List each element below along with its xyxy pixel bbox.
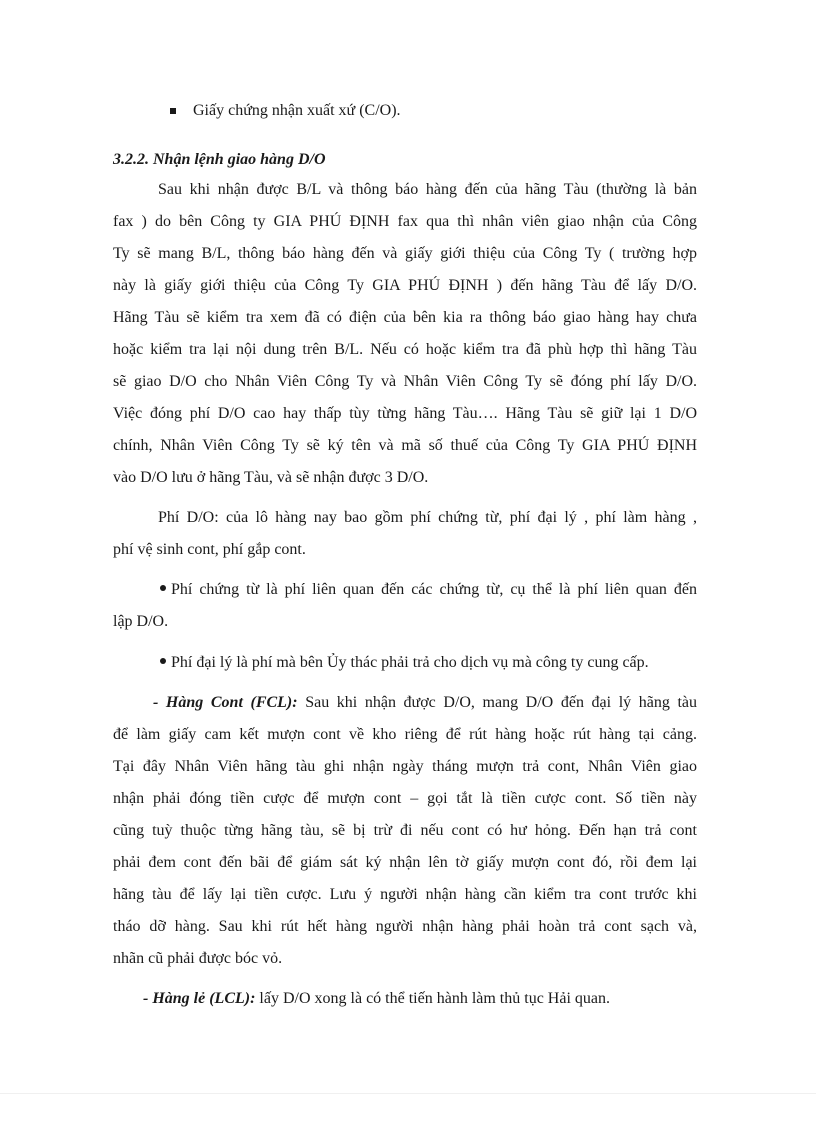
lcl-line: [143, 989, 727, 1009]
fcl-line: nhãn cũ phải được bóc vỏ.: [113, 950, 283, 967]
page-bottom-rule: [0, 1093, 816, 1094]
bullet-item: Giấy chứng nhận xuất xứ (C/O).: [193, 102, 401, 119]
fcl-first-line: [153, 693, 697, 713]
dot-bullet-item: [160, 653, 744, 673]
fcl-line: cũng tuỳ thuộc từng hãng tàu, sẽ bị trừ đi nếu cont có hư hỏng. Đến hạn trả cont: [113, 822, 697, 839]
para1-line: Ty sẽ mang B/L, thông báo hàng đến và giấy giới thiệu của Công Ty ( trường hợp: [113, 245, 697, 262]
fcl-line: để làm giấy cam kết mượn cont về kho riêng để rút hàng hoặc rút hàng tại cảng.: [113, 726, 697, 743]
para1-line: Hãng Tàu sẽ kiểm tra xem đã có điện của bên kia ra thông báo giao hàng hay chưa: [113, 309, 697, 326]
lcl-label: - Hàng lẻ (LCL):: [143, 990, 256, 1007]
dot-bullet-text: Phí chứng từ là phí liên quan đến các chứng từ, cụ thể là phí liên quan đến: [171, 581, 697, 598]
para1-line: này là giấy giới thiệu của Công Ty GIA PHÚ ĐỊNH ) đến hãng Tàu để lấy D/O.: [113, 277, 697, 294]
section-heading: 3.2.2. Nhận lệnh giao hàng D/O: [113, 151, 326, 168]
dot-bullet-text: Phí đại lý là phí mà bên Ủy thác phải trả cho dịch vụ mà công ty cung cấp.: [171, 654, 649, 671]
dot-bullet-icon: [160, 585, 166, 591]
lcl-text: lấy D/O xong là có thể tiến hành làm thủ tục Hải quan.: [255, 990, 610, 1007]
para1-line: Việc đóng phí D/O cao hay thấp tùy từng hãng Tàu…. Hãng Tàu sẽ giữ lại 1 D/O: [113, 405, 697, 422]
para1-line: Sau khi nhận được B/L và thông báo hàng đến của hãng Tàu (thường là bản: [158, 181, 697, 198]
dot-bullet-item: [160, 580, 697, 600]
square-bullet-icon: [170, 108, 176, 114]
fcl-line: Tại đây Nhân Viên hãng tàu ghi nhận ngày tháng mượn trả cont, Nhân Viên giao: [113, 758, 697, 775]
fcl-line: tháo dỡ hàng. Sau khi rút hết hàng người nhận hàng phải hoàn trả cont sạch và,: [113, 918, 697, 935]
para1-line: hoặc kiểm tra lại nội dung trên B/L. Nếu có hoặc kiểm tra đã phù hợp thì hãng Tàu: [113, 341, 697, 358]
fcl-line: phải đem cont đến bãi để giám sát ký nhận lên tờ giấy mượn cont đó, rồi đem lại: [113, 854, 697, 871]
dot-bullet-icon: [160, 658, 166, 664]
fcl-first-text: Sau khi nhận được D/O, mang D/O đến đại lý hãng tàu: [297, 694, 697, 711]
fcl-line: nhận phải đóng tiền cược để mượn cont – gọi tắt là tiền cược cont. Số tiền này: [113, 790, 697, 807]
para1-line: chính, Nhân Viên Công Ty sẽ ký tên và mã số thuế của Công Ty GIA PHÚ ĐỊNH: [113, 437, 697, 454]
fcl-line: hãng tàu để lấy lại tiền cược. Lưu ý người nhận hàng cần kiểm tra cont trước khi: [113, 886, 697, 903]
para1-line: sẽ giao D/O cho Nhân Viên Công Ty và Nhân Viên Công Ty sẽ đóng phí lấy D/O.: [113, 373, 697, 390]
para2-line: Phí D/O: của lô hàng nay bao gồm phí chứng từ, phí đại lý , phí làm hàng ,: [158, 509, 697, 526]
dot-bullet-continuation: lập D/O.: [113, 613, 169, 630]
fcl-label: - Hàng Cont (FCL):: [153, 694, 298, 711]
para2-line: phí vệ sinh cont, phí gắp cont.: [113, 541, 306, 558]
para1-line: fax ) do bên Công ty GIA PHÚ ĐỊNH fax qua thì nhân viên giao nhận của Công: [113, 213, 697, 230]
para1-line: vào D/O lưu ở hãng Tàu, và sẽ nhận được 3 D/O.: [113, 469, 429, 486]
